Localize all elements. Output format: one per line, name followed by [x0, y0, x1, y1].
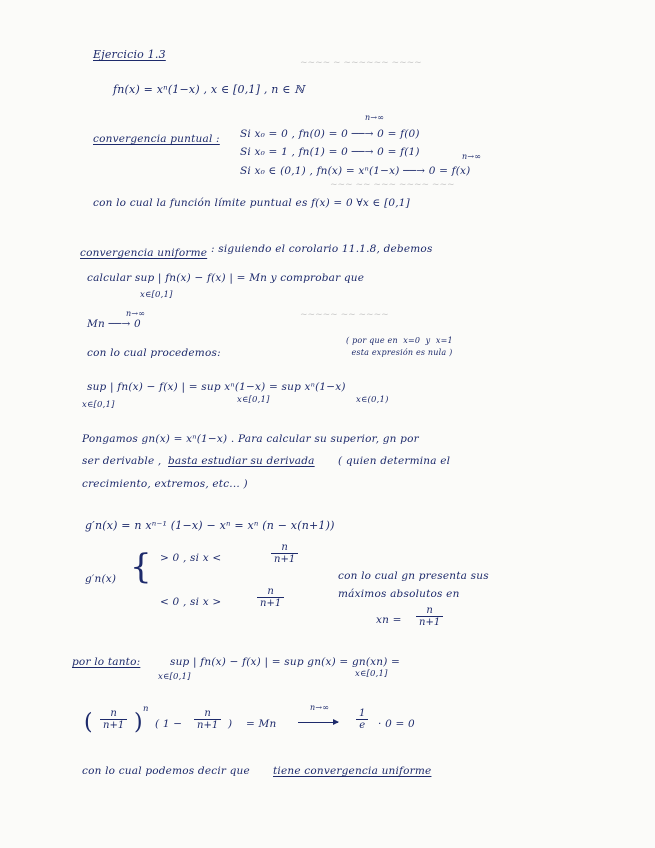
mn-equals: = Mn — [246, 718, 277, 730]
sup-subscript-3: x∈(0,1) — [356, 395, 389, 405]
fraction-den: e — [359, 720, 366, 731]
gn-line-2b: basta estudiar su derivada — [168, 455, 315, 467]
paren-close-icon: ) — [134, 710, 143, 735]
fraction-den: n+1 — [260, 598, 282, 609]
second-fraction — [194, 708, 221, 731]
gn-derivative: g′n(x) = n xⁿ⁻¹ (1−x) − xⁿ = xⁿ (n − x(n+1)) — [85, 519, 335, 532]
sign-positive: > 0 , si x < — [160, 552, 222, 564]
pointwise-arrow-label: n→∞ — [365, 113, 385, 122]
one-minus: ( 1 − — [155, 718, 183, 730]
fraction-den: n+1 — [103, 720, 125, 731]
paren-close-2: ) — [228, 718, 233, 730]
power-fraction — [100, 708, 127, 731]
brace-icon: { — [130, 547, 152, 587]
exponent-n: n — [143, 704, 149, 714]
pointwise-arrow-label-2: n→∞ — [462, 152, 482, 161]
uniform-line-2: calcular sup | fn(x) − f(x) | = Mn y comprobar que — [87, 272, 365, 284]
fraction-neg — [257, 586, 284, 609]
sup-equality: sup | fn(x) − f(x) | = sup xⁿ(1−x) = sup xⁿ(1−x) — [87, 381, 346, 393]
gn-intro: Pongamos gn(x) = xⁿ(1−x) . Para calcular su superior, gn por — [82, 433, 419, 445]
mn-arrow-label: n→∞ — [126, 309, 146, 318]
limit-tail: · 0 = 0 — [378, 718, 415, 730]
uniform-intro: : siguiendo el corolario 11.1.8, debemos — [211, 243, 433, 255]
bleed-through-text: ~~~ ~~ ~~~ ~~~~ ~~~ — [330, 180, 455, 190]
xn-fraction — [416, 605, 443, 628]
final-label: por lo tanto: — [72, 656, 141, 668]
sign-negative: < 0 , si x > — [160, 596, 222, 608]
fraction-num: n — [257, 586, 284, 598]
pointwise-label: convergencia puntual : — [93, 133, 220, 145]
max-text-2: máximos absolutos en — [338, 588, 460, 600]
endpoint-note: ( por que en x=0 y x=1 esta expresión es nula ) — [346, 336, 453, 357]
fraction-num: n — [271, 542, 298, 554]
bleed-through-text: ~~~~~ ~~ ~~~~ — [300, 310, 389, 320]
fraction-num: 1 — [356, 708, 368, 720]
limit-fraction — [356, 708, 368, 731]
fraction-den: n+1 — [274, 554, 296, 565]
xn-label: xn = — [376, 614, 402, 626]
fraction-num: n — [416, 605, 443, 617]
fraction-num: n — [194, 708, 221, 720]
fraction-num: n — [100, 708, 127, 720]
final-arrow-icon — [298, 717, 338, 726]
uniform-label: convergencia uniforme — [80, 247, 208, 259]
sup-subscript-2: x∈[0,1] — [237, 395, 270, 405]
sign-label: g′n(x) — [85, 573, 117, 585]
exercise-title: Ejercicio 1.3 — [93, 48, 166, 61]
max-text-1: con lo cual gn presenta sus — [338, 570, 489, 582]
mn-limit: Mn ──→ 0 — [87, 318, 141, 330]
final-conclusion-b: tiene convergencia uniforme — [273, 765, 432, 777]
final-equation: sup | fn(x) − f(x) | = sup gn(x) = gn(xn) = — [170, 656, 401, 668]
pointwise-case-2: Si x₀ = 1 , fn(1) = 0 ──→ 0 = f(1) — [240, 146, 420, 158]
fraction-den: n+1 — [197, 720, 219, 731]
final-sub-1: x∈[0,1] — [158, 672, 191, 682]
gn-line-2c: ( quien determina el — [338, 455, 451, 467]
pointwise-case-3: Si x₀ ∈ (0,1) , fn(x) = xⁿ(1−x) ──→ 0 = f(x) — [240, 165, 471, 177]
bleed-through-text: ~~~~ ~ ~~~~~~ ~~~~ — [300, 58, 422, 68]
fraction-den: n+1 — [419, 617, 441, 628]
sup-subscript-1: x∈[0,1] — [82, 400, 115, 410]
final-conclusion-a: con lo cual podemos decir que — [82, 765, 250, 777]
fraction-pos — [271, 542, 298, 565]
proceed-text: con lo cual procedemos: — [87, 347, 221, 359]
function-definition: fn(x) = xⁿ(1−x) , x ∈ [0,1] , n ∈ ℕ — [113, 83, 305, 96]
gn-line-3: crecimiento, extremos, etc... ) — [82, 478, 248, 490]
sup-domain: x∈[0,1] — [140, 290, 173, 300]
pointwise-conclusion: con lo cual la función límite puntual es f(x) = 0 ∀x ∈ [0,1] — [93, 197, 410, 209]
final-arrow-label: n→∞ — [310, 703, 330, 712]
gn-line-2a: ser derivable , — [82, 455, 162, 467]
pointwise-case-1: Si x₀ = 0 , fn(0) = 0 ──→ 0 = f(0) — [240, 128, 420, 140]
paren-open-icon: ( — [84, 710, 93, 735]
final-sub-2: x∈[0,1] — [355, 669, 388, 679]
